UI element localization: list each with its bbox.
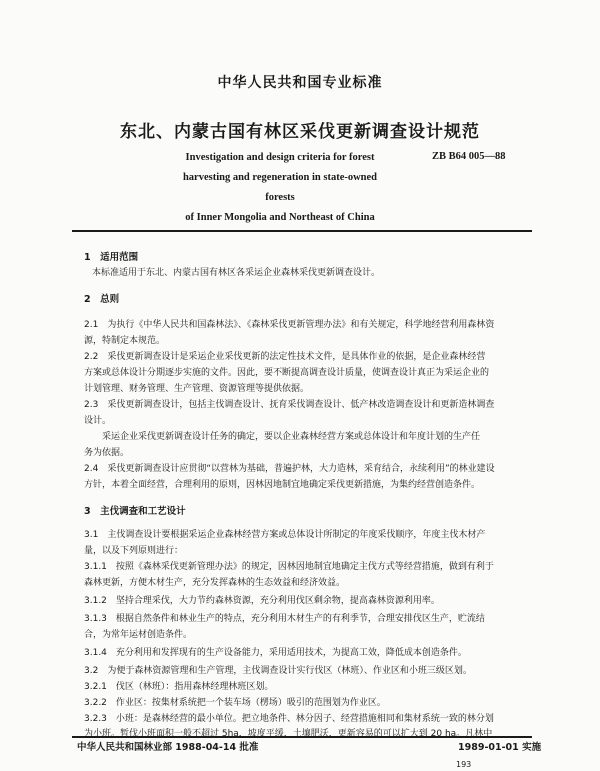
paragraph-line: 2.2 采伐更新调查设计是采运企业采伐更新的法定性技术文件，是具体作业的依据，是企业森林经营 (84, 352, 486, 362)
paragraph-line: 3.1.2 坚持合理采伐，大力节约森林资源，充分利用伐区剩余物，提高森林资源利用率。 (84, 596, 440, 606)
footer-divider (72, 736, 532, 738)
paragraph-line: 合，为常年运材创造条件。 (84, 630, 193, 640)
paragraph-line: 务为依据。 (84, 448, 130, 458)
paragraph-line: 3.1.1 按照《森林采伐更新管理办法》的规定，因林因地制宜地确定主伐方式等经营措施，做到有利于 (84, 562, 494, 572)
paragraph-line: 3.2.3 小班：是森林经营的最小单位。把立地条件、林分因子、经营措施相同和集材系统一致的林分划 (84, 714, 494, 724)
section-heading: 3 主伐调查和工艺设计 (84, 506, 186, 517)
english-title-line: harvesting and regeneration in state-owned forests (182, 172, 378, 203)
english-title-line: of Inner Mongolia and Northeast of China (185, 212, 375, 223)
paragraph-line: 3.2 为便于森林资源管理和生产管理，主伐调查设计实行伐区（林班）、作业区和小班三级区划。 (84, 666, 472, 676)
english-title (170, 148, 390, 228)
standard-title: 东北、内蒙古国有林区采伐更新调查设计规范 (120, 122, 480, 142)
paragraph-line: 3.1.4 充分利用和发挥现有的生产设备能力，采用适用技术，为提高工效，降低成本创造条件。 (84, 648, 467, 658)
section-heading: 2 总则 (84, 294, 120, 305)
paragraph-line: 2.4 采伐更新调查设计应贯彻“以营林为基础，普遍护林，大力造林，采育结合，永续利用”的林业建设 (84, 464, 495, 474)
standard-code: ZB B64 005—88 (432, 151, 506, 162)
paragraph-line: 3.1.3 根据自然条件和林业生产的特点，充分利用木材生产的有利季节，合理安排伐区生产，贮流结 (84, 614, 485, 624)
publisher-title: 中华人民共和国专业标准 (217, 75, 383, 91)
paragraph-line: 本标准适用于东北、内蒙古国有林区各采运企业森林采伐更新调查设计。 (92, 268, 381, 278)
paragraph-line: 源，特制定本规范。 (84, 336, 166, 346)
paragraph-line: 3.2.2 作业区：按集材系统把一个装车场（楞场）吸引的范围划为作业区。 (84, 698, 386, 708)
paragraph-line: 采运企业采伐更新调查设计任务的确定，要以企业森林经营方案或总体设计和年度计划的生产任 (84, 432, 481, 442)
section-heading: 1 适用范围 (84, 252, 139, 263)
english-title-line: Investigation and design criteria for forest (185, 152, 375, 163)
approval-line: 中华人民共和国林业部 1988-04-14 批准 (77, 742, 259, 753)
paragraph-line: 3.1 主伐调查设计要根据采运企业森林经营方案或总体设计所制定的年度采伐顺序，年度主伐木材产 (84, 530, 486, 540)
paragraph-line: 设计。 (84, 416, 112, 426)
header-divider (72, 230, 532, 232)
paragraph-line: 方案或总体设计分期逐步实施的文件。因此，要不断提高调查设计质量，使调查设计真正为采运企业的 (84, 368, 490, 378)
paragraph-line: 2.3 采伐更新调查设计，包括主伐调查设计、抚育采伐调查设计、低产林改造调查设计和更新造林调查 (84, 400, 495, 410)
paragraph-line: 2.1 为执行《中华人民共和国森林法》、《森林采伐更新管理办法》和有关规定，科学地经营利用森林资 (84, 320, 495, 330)
page-number: 193 (456, 760, 472, 769)
paragraph-line: 森林更新，方便木材生产，充分发挥森林的生态效益和经济效益。 (84, 578, 346, 588)
paragraph-line: 量，以及下列原则进行： (84, 546, 184, 556)
paragraph-line: 3.2.1 伐区（林班）：指用森林经理林班区划。 (84, 682, 274, 692)
implementation-date: 1989-01-01 实施 (458, 742, 542, 753)
paragraph-line: 方针，本着全面经营，合理利用的原则，因林因地制宜地确定采伐更新措施，为集约经营创造条件。 (84, 480, 481, 490)
paragraph-line: 为小班。暂伐小班面积一般不超过 5ha，坡度平缓，土壤肥沃，更新容易的可以扩大到 20 ha。凡林中 (84, 729, 493, 739)
paragraph-line: 计划管理、财务管理、生产管理、资源管理等提供依据。 (84, 384, 310, 394)
